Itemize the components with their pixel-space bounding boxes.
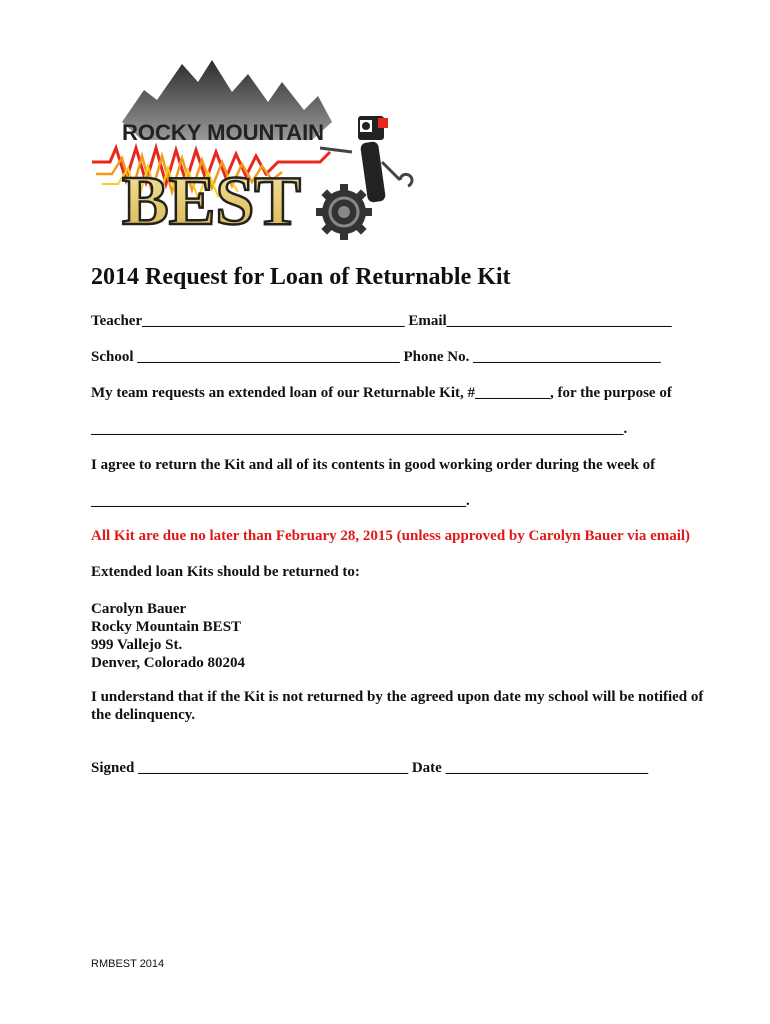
gear-icon (316, 184, 372, 240)
return-to-label: Extended loan Kits should be returned to: (91, 564, 360, 580)
address-org: Rocky Mountain BEST (91, 619, 242, 635)
address-city: Denver, Colorado 80204 (91, 655, 246, 671)
robot-icon (320, 116, 412, 203)
understand-line-2: the delinquency. (91, 707, 196, 723)
purpose-blank-line[interactable]: _______________________________________________________________________. (91, 421, 628, 437)
week-blank-line[interactable]: __________________________________________________. (91, 493, 470, 509)
understand-line-1: I understand that if the Kit is not returned by the agreed upon date my school will be notified of (91, 689, 704, 705)
signed-date-row[interactable]: Signed ____________________________________ Date ___________________________ (91, 760, 649, 776)
address-street: 999 Vallejo St. (91, 637, 183, 653)
page-title: 2014 Request for Loan of Returnable Kit (91, 264, 511, 290)
school-phone-row[interactable]: School ___________________________________ Phone No. _________________________ (91, 349, 661, 365)
logo-line2: BEST (122, 163, 301, 240)
return-address (91, 600, 245, 672)
teacher-email-row[interactable]: Teacher___________________________________ Email______________________________ (91, 313, 672, 329)
footer-label: RMBEST 2014 (91, 958, 165, 970)
address-name: Carolyn Bauer (91, 601, 187, 617)
due-date-notice: All Kit are due no later than February 28, 2015 (unless approved by Carolyn Bauer via email) (91, 528, 691, 544)
agree-line: I agree to return the Kit and all of its contents in good working order during the week of (91, 457, 656, 473)
purpose-line[interactable]: My team requests an extended loan of our Returnable Kit, #__________, for the purpose of (91, 385, 672, 401)
logo-line1: ROCKY MOUNTAIN (122, 120, 325, 145)
rocky-mountain-best-logo (82, 52, 422, 252)
